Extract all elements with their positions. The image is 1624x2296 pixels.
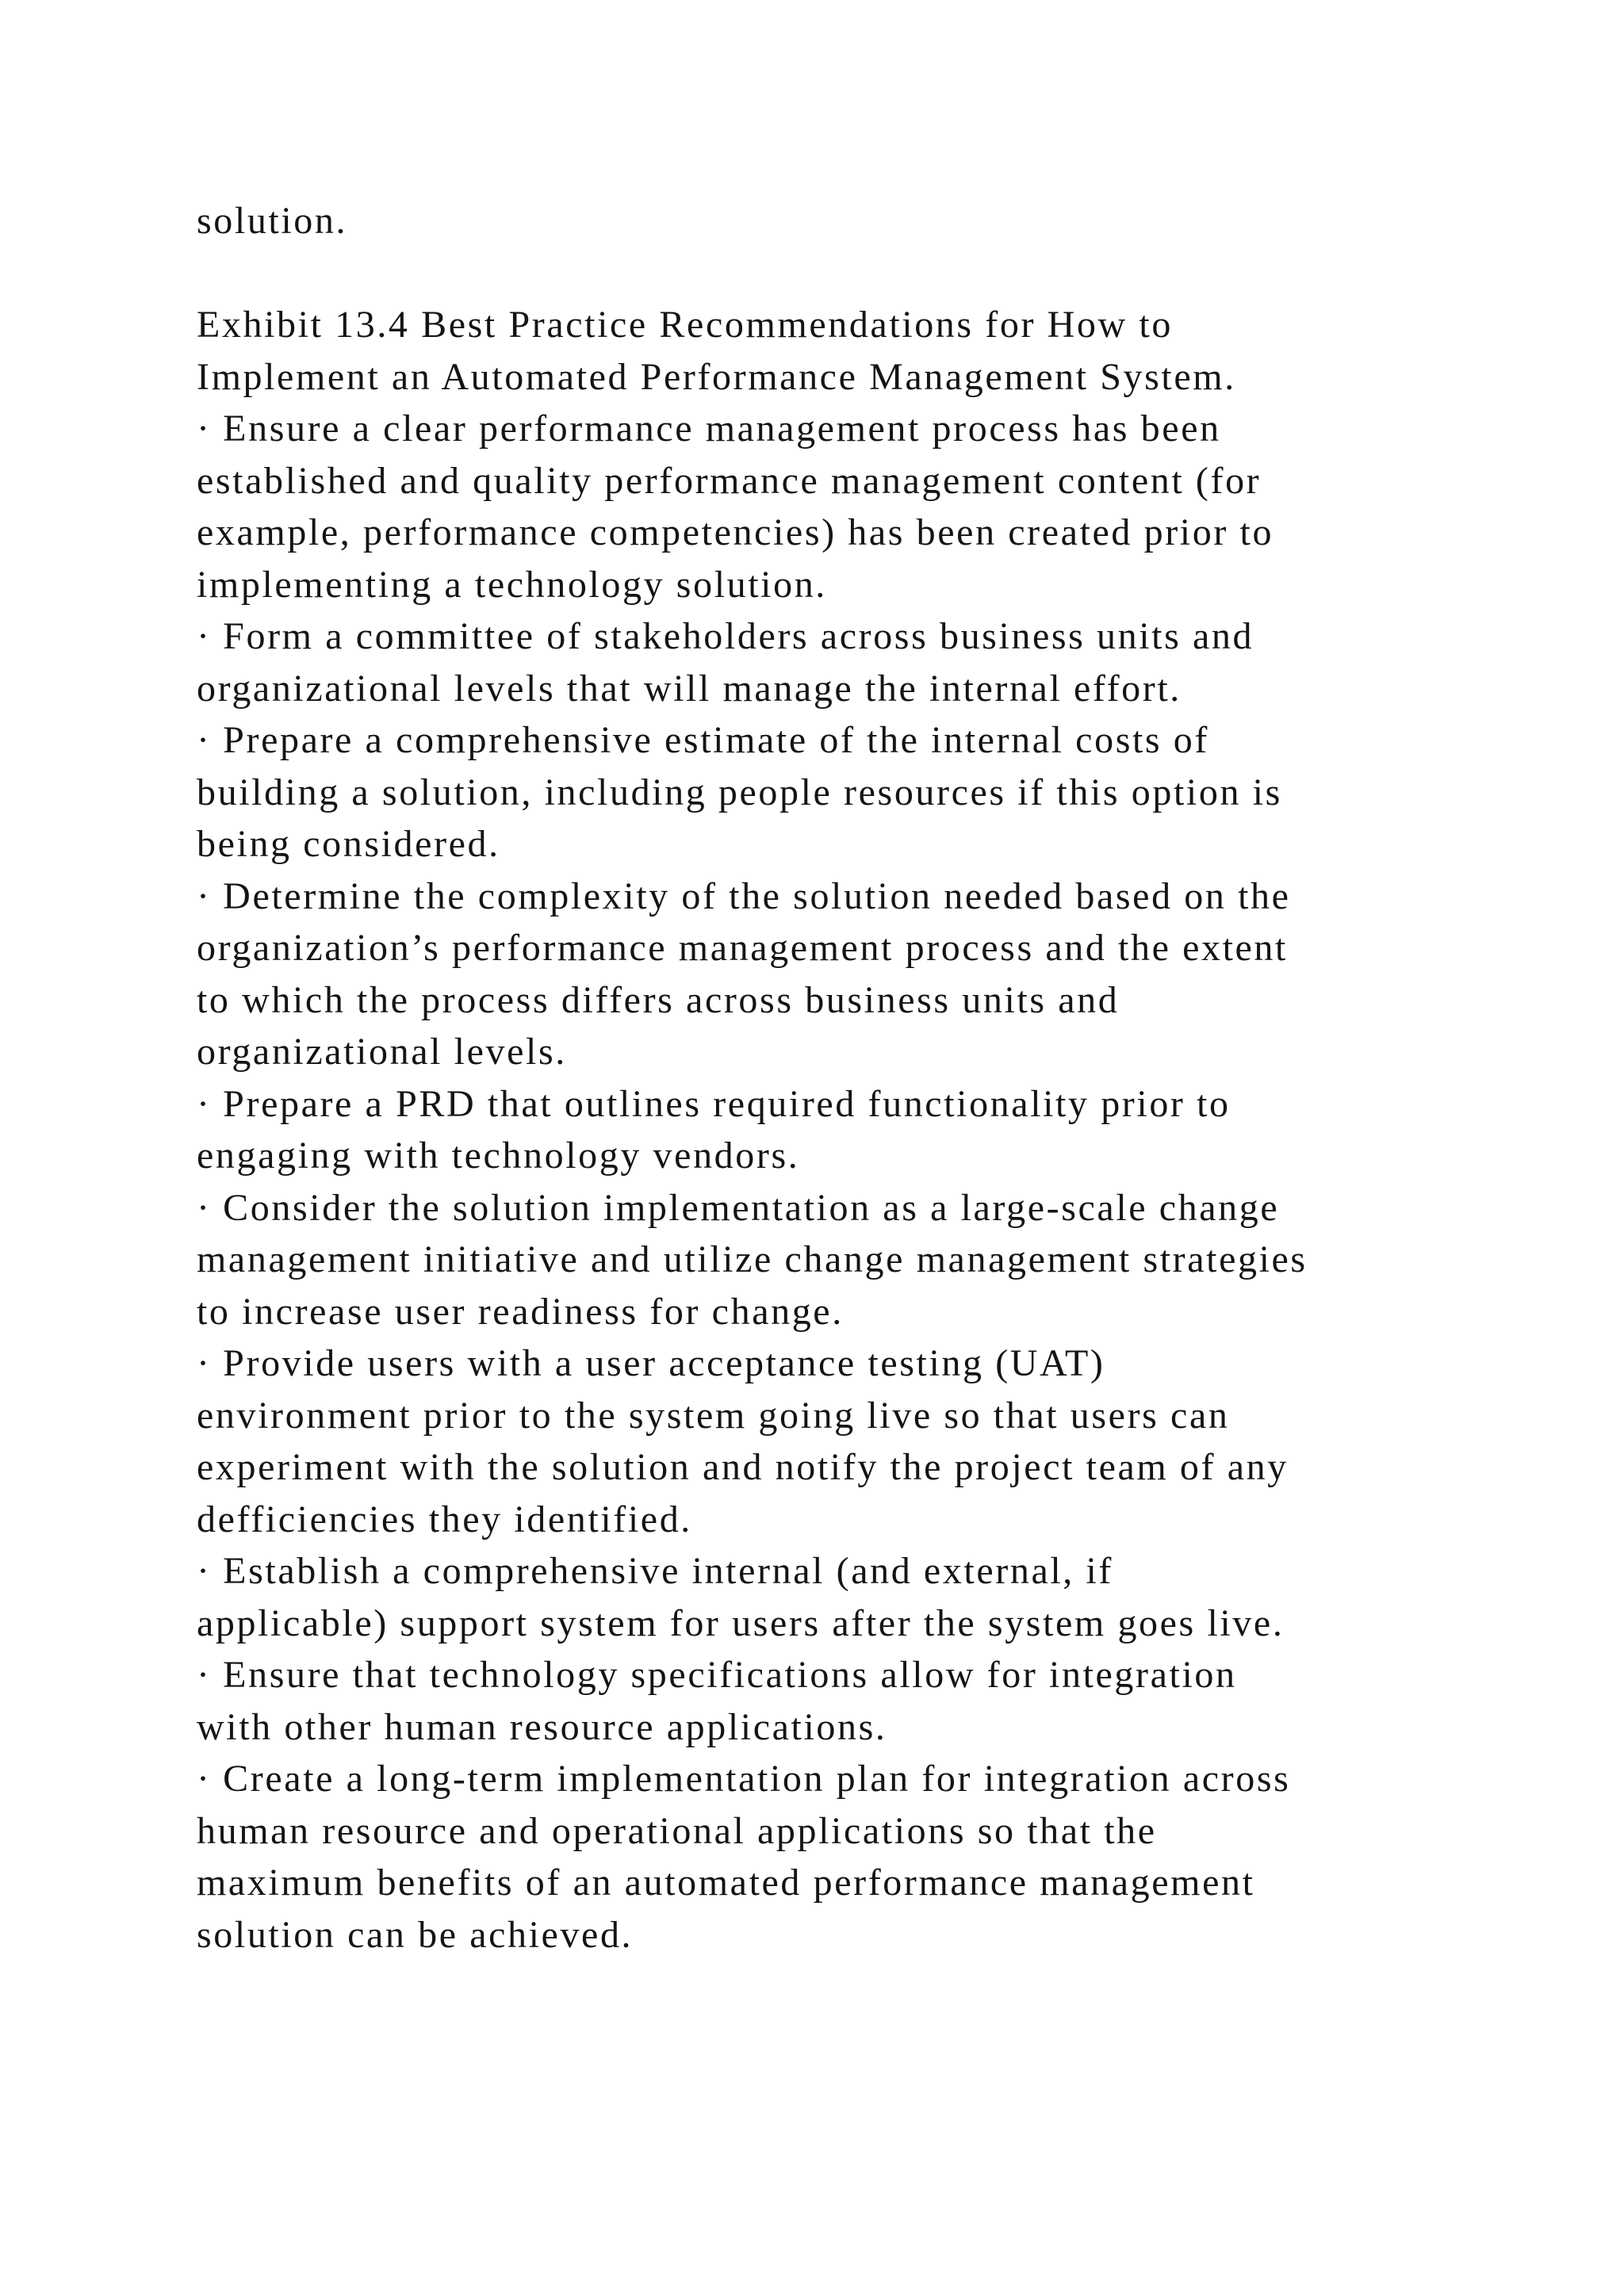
blank-line	[197, 247, 1545, 300]
text-line: human resource and operational applications so that the	[197, 1809, 1157, 1852]
bullet-line: · Prepare a comprehensive estimate of the internal costs of	[197, 719, 1209, 761]
text-line: environment prior to the system going live so that users can	[197, 1394, 1230, 1437]
text-line: to increase user readiness for change.	[197, 1290, 844, 1333]
bullet-line: · Form a committee of stakeholders across business units and	[197, 615, 1254, 657]
text-line: defficiencies they identified.	[197, 1498, 692, 1540]
text-line: solution.	[197, 200, 348, 242]
bullet-line: · Ensure a clear performance management process has been	[197, 408, 1221, 450]
bullet-line: · Determine the complexity of the solution needed based on the	[197, 874, 1291, 917]
text-line: engaging with technology vendors.	[197, 1135, 800, 1177]
text-line: implementing a technology solution.	[197, 563, 827, 606]
bullet-line: · Consider the solution implementation as a large-scale change	[197, 1186, 1280, 1229]
text-line: being considered.	[197, 823, 500, 865]
text-line: example, performance competencies) has been created prior to	[197, 511, 1274, 553]
text-line: organizational levels.	[197, 1031, 567, 1073]
text-line: maximum benefits of an automated performance management	[197, 1862, 1255, 1904]
bullet-line: · Provide users with a user acceptance testing (UAT)	[197, 1342, 1105, 1384]
text-line: organization’s performance management process and the extent	[197, 927, 1288, 969]
bullet-line: · Prepare a PRD that outlines required functionality prior to	[197, 1082, 1231, 1125]
text-line: building a solution, including people resources if this option is	[197, 771, 1282, 813]
text-line: management initiative and utilize change management strategies	[197, 1238, 1308, 1280]
text-line: solution can be achieved.	[197, 1913, 634, 1956]
text-line: applicable) support system for users after the system goes live.	[197, 1601, 1285, 1644]
bullet-line: · Ensure that technology specifications allow for integration	[197, 1654, 1237, 1696]
text-line: experiment with the solution and notify the project team of any	[197, 1446, 1289, 1488]
bullet-line: · Establish a comprehensive internal (and external, if	[197, 1550, 1114, 1592]
text-line: established and quality performance management content (for	[197, 459, 1262, 502]
exhibit-title-line: Implement an Automated Performance Management System.	[197, 355, 1236, 398]
document-text	[197, 195, 1545, 1961]
bullet-line: · Create a long-term implementation plan for integration across	[197, 1758, 1291, 1800]
text-line: with other human resource applications.	[197, 1705, 887, 1748]
text-line: organizational levels that will manage the internal effort.	[197, 667, 1182, 710]
exhibit-title-line: Exhibit 13.4 Best Practice Recommendations for How to	[197, 304, 1173, 346]
text-line: to which the process differs across business units and	[197, 978, 1120, 1021]
